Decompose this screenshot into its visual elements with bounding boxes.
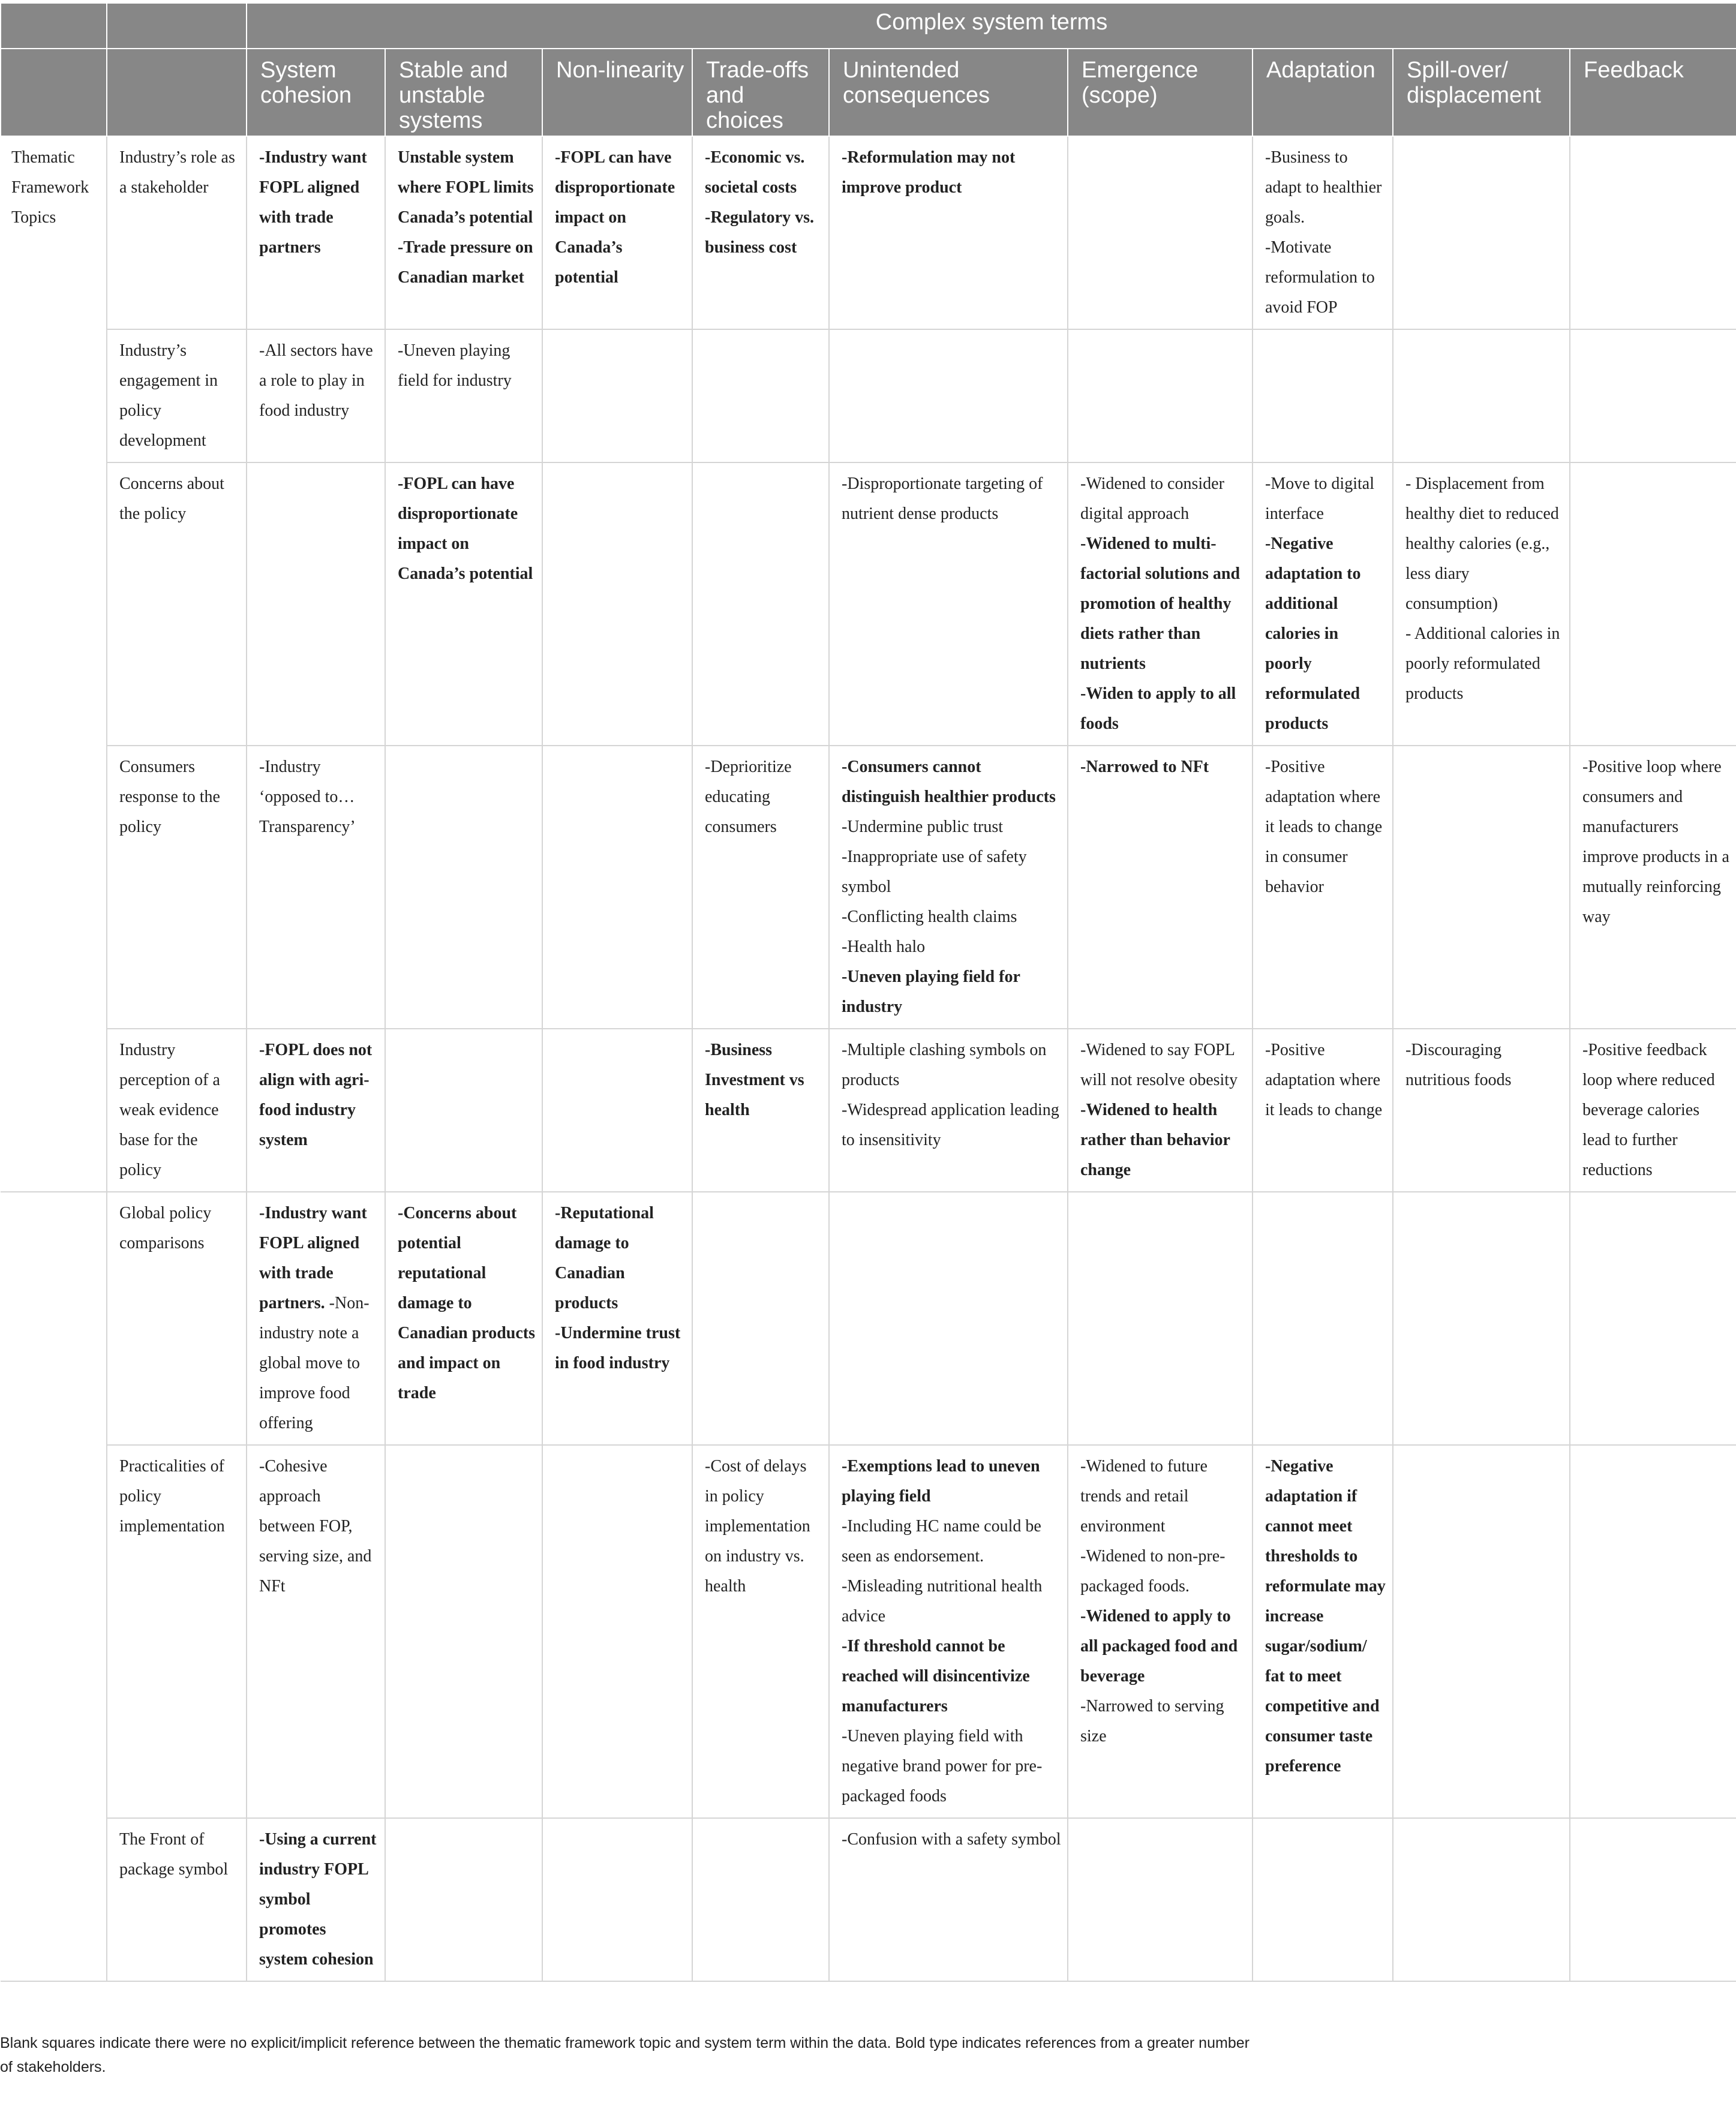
cell-entry [705,1452,822,1602]
cell-entry-text: -Uneven playing field for industry [842,968,1020,1016]
table-cell [692,746,829,1029]
table-cell [1253,1192,1393,1445]
table-cell [385,1818,542,1981]
table-cell [247,1818,385,1981]
cell-entry-text: -FOPL can have disproportionate impact on Canada’s potential [555,148,675,287]
cell-entry-text: -All sectors have a role to play in food industry [259,341,373,420]
table-cell [1570,136,1736,329]
column-header: Adaptation [1253,49,1393,136]
topic-cell: Industry’s engagement in policy development [107,329,247,462]
cell-entry [1265,233,1386,323]
cell-entry [1405,619,1563,709]
cell-entry [1582,1035,1731,1185]
table-cell [829,746,1068,1029]
table-body [1,136,1736,1981]
table-cell [1570,746,1736,1029]
cell-entry-text: -Reputational damage to Canadian products [555,1204,654,1312]
table-cell [542,1445,692,1818]
table-cell [692,136,829,329]
cell-entry-text: -Inappropriate use of safety symbol [842,848,1027,896]
table-cell [385,746,542,1029]
cell-entry [842,1035,1061,1095]
table-cell [542,1818,692,1981]
cell-entry [842,1452,1061,1512]
table-cell [247,746,385,1029]
table-cell [542,136,692,329]
table-cell [1068,1445,1253,1818]
cell-entry-text: -Regulatory vs. business cost [705,208,814,257]
table-cell [1253,136,1393,329]
cell-entry-text: -Narrowed to NFt [1080,758,1209,776]
cell-entry-text: -Narrowed to serving size [1080,1697,1224,1746]
table-cell [692,1192,829,1445]
table-cell [542,462,692,746]
table-cell [829,136,1068,329]
cell-entry [842,932,1061,962]
cell-entry-text: -Widespread application leading to insensitivity [842,1101,1059,1149]
cell-entry-text: -Industry want FOPL aligned with trade partners. [259,1204,367,1312]
table-cell [1068,329,1253,462]
cell-entry-text: -Widened to multi-factorial solutions and promotion of healthy diets rather than nutrients [1080,534,1241,673]
table-cell [692,329,829,462]
table-cell [542,329,692,462]
cell-entry [842,1722,1061,1811]
cell-entry [555,143,686,293]
table-cell [692,1818,829,1981]
table-cell [247,1029,385,1192]
cell-entry-text: -Positive adaptation where it leads to change [1265,1041,1383,1119]
table-cell [829,1029,1068,1192]
cell-entry-text: -Cohesive approach between FOP, serving size, and NFt [259,1457,372,1596]
table-cell [829,1192,1068,1445]
cell-entry [705,1035,822,1125]
cell-entry [398,469,536,589]
table-cell [1253,1818,1393,1981]
cell-entry-text: -Industry want FOPL aligned with trade partners [259,148,367,257]
table-row [1,746,1736,1029]
cell-entry-text: - Additional calories in poorly reformulated products [1405,624,1560,703]
column-header: System cohesion [247,49,385,136]
cell-entry [842,812,1061,842]
cell-entry [705,143,822,203]
cell-entry [842,143,1061,203]
cell-entry [1265,752,1386,902]
cell-entry [1080,1035,1246,1095]
cell-entry [1080,469,1246,529]
table-cell [1068,462,1253,746]
column-header: Spill-over/ displacement [1393,49,1570,136]
cell-entry [259,752,379,842]
cell-entry-text: -Widened to consider digital approach [1080,474,1224,523]
topic-cell: Consumers response to the policy [107,746,247,1029]
cell-entry-text: -Confusion with a safety symbol [842,1830,1061,1849]
cell-entry [705,752,822,842]
cell-entry [555,1318,686,1378]
table-cell [247,462,385,746]
table-cell [385,1445,542,1818]
table-cell [829,1818,1068,1981]
table-cell [1253,746,1393,1029]
topic-cell: Global policy comparisons [107,1192,247,1445]
cell-entry-text: -Negative adaptation if cannot meet thresholds to reformulate may increase sugar/sodium/ fat to meet competitive and consumer taste preference [1265,1457,1386,1775]
cell-entry-text: -Disproportionate targeting of nutrient dense products [842,474,1043,523]
table-cell [247,1192,385,1445]
cell-entry [259,336,379,426]
table-cell [1253,462,1393,746]
cell-entry-text: -FOPL can have disproportionate impact on Canada’s potential [398,474,533,583]
cell-entry-text: -Cost of delays in policy implementation on industry vs. health [705,1457,810,1596]
table-cell [1068,1192,1253,1445]
cell-entry [1265,469,1386,529]
table-row [1,462,1736,746]
cell-entry [1080,679,1246,739]
table-cell [1570,1818,1736,1981]
cell-entry-continuation: -Non-industry note a global move to improve food offering [259,1294,370,1432]
cell-entry-text: - Displacement from healthy diet to reduced healthy calories (e.g., less diary consumption) [1405,474,1559,613]
cell-entry-text: -Positive loop where consumers and manufacturers improve products in a mutually reinforcing way [1582,758,1729,926]
table-cell [1393,136,1570,329]
cell-entry [1080,752,1246,782]
table-cell [1393,329,1570,462]
cell-entry [259,1452,379,1602]
table-cell [829,329,1068,462]
cell-entry-text: -Exemptions lead to uneven playing field [842,1457,1040,1506]
table-row [1,1192,1736,1445]
table-cell [1393,462,1570,746]
topic-cell: The Front of package symbol [107,1818,247,1981]
cell-entry-text: -Widened to health rather than behavior change [1080,1101,1230,1179]
cell-entry [1080,529,1246,679]
table-row [1,1029,1736,1192]
table-cell [385,1029,542,1192]
cell-entry-text: -Motivate reformulation to avoid FOP [1265,238,1375,317]
table-cell [1570,1445,1736,1818]
table-cell [1570,462,1736,746]
cell-entry [1080,1602,1246,1692]
cell-entry-text: -Reformulation may not improve product [842,148,1016,197]
column-header: Trade-offs and choices [692,49,829,136]
cell-entry-text: -Using a current industry FOPL symbol promotes system cohesion [259,1830,377,1969]
table-cell [1393,1818,1570,1981]
table-row [1,1445,1736,1818]
cell-entry [705,203,822,263]
table-cell [385,136,542,329]
table-cell [247,136,385,329]
cell-entry-text: -Widened to say FOPL will not resolve obesity [1080,1041,1238,1089]
table-cell [247,1445,385,1818]
cell-entry-text: -Concerns about potential reputational damage to Canadian products and impact on trade [398,1204,536,1402]
table-cell [829,462,1068,746]
systems-table [0,2,1736,1982]
table-cell [1393,1192,1570,1445]
table-row [1,329,1736,462]
cell-entry [398,1198,536,1408]
cell-entry [1265,529,1386,739]
table-cell [385,462,542,746]
cell-entry-text: -Widened to future trends and retail environment [1080,1457,1208,1536]
table-cell [1570,329,1736,462]
cell-entry [842,752,1061,812]
cell-entry [1265,1452,1386,1781]
table-cell [1393,1029,1570,1192]
cell-entry-text: -Uneven playing field for industry [398,341,512,390]
cell-entry [842,902,1061,932]
cell-entry-text: -Conflicting health claims [842,908,1017,926]
table-cell [1253,329,1393,462]
column-header: Feedback [1570,49,1736,136]
table-cell [1068,1029,1253,1192]
table-cell [1570,1192,1736,1445]
cell-entry [1265,143,1386,233]
cell-entry [1405,469,1563,619]
cell-entry-text: -Health halo [842,938,926,956]
blank-header-4 [107,49,247,136]
blank-header-3 [1,49,107,136]
table-row [1,1818,1736,1981]
cell-entry [398,336,536,396]
cell-entry-text: -Business to adapt to healthier goals. [1265,148,1382,227]
cell-entry [1080,1452,1246,1542]
cell-entry [842,1512,1061,1572]
cell-entry-text: -Multiple clashing symbols on products [842,1041,1047,1089]
table-cell [385,329,542,462]
table-cell [1253,1029,1393,1192]
topic-cell: Practicalities of policy implementation [107,1445,247,1818]
table-cell [1068,136,1253,329]
cell-entry-text: -Discouraging nutritious foods [1405,1041,1512,1089]
cell-entry-text: -Move to digital interface [1265,474,1374,523]
cell-entry [259,1035,379,1155]
table-cell [1253,1445,1393,1818]
cell-entry [259,143,379,263]
cell-entry-text: -Undermine trust in food industry [555,1324,681,1372]
table-cell [1570,1029,1736,1192]
cell-entry-text: -Business Investment vs health [705,1041,804,1119]
table-cell [542,746,692,1029]
cell-entry [842,1572,1061,1632]
cell-entry-text: -Uneven playing field with negative brand power for pre-packaged foods [842,1727,1043,1805]
cell-entry-text: -Economic vs. societal costs [705,148,805,197]
table-row [1,136,1736,329]
table-cell [692,462,829,746]
cell-entry [1080,1542,1246,1602]
table-cell [385,1192,542,1445]
cell-entry [842,1632,1061,1722]
super-header-row [1,3,1736,49]
cell-entry [398,143,536,293]
cell-entry [842,469,1061,529]
cell-entry [1582,752,1731,932]
table-footnote: Blank squares indicate there were no explicit/implicit reference between the thematic framework topic and system term within the data. Bold type indicates references from a greater number of stakeholders. [0,2035,1250,2075]
cell-entry-text: -Widened to non-pre-packaged foods. [1080,1547,1226,1596]
cell-entry-text: -Widen to apply to all foods [1080,684,1236,733]
cell-entry [842,962,1061,1022]
table-cell [1068,746,1253,1029]
column-header-row [1,49,1736,136]
cell-entry [259,1825,379,1975]
table-cell [1393,746,1570,1029]
table-cell [1393,1445,1570,1818]
complex-system-terms-header: Complex system terms [247,3,1736,49]
column-header: Unintended consequences [829,49,1068,136]
group-label: Thematic Framework Topics [1,136,107,1192]
table-cell [542,1192,692,1445]
cell-entry-text: -Deprioritize educating consumers [705,758,792,836]
column-header: Stable and unstable systems [385,49,542,136]
cell-entry-text: -Negative adaptation to additional calories in poorly reformulated products [1265,534,1361,733]
table-cell [1068,1818,1253,1981]
cell-entry [1265,1035,1386,1125]
column-header: Non-linearity [542,49,692,136]
cell-entry [1080,1692,1246,1752]
cell-entry-text: Unstable system where FOPL limits Canada’s potential -Trade pressure on Canadian market [398,148,534,287]
table-cell [247,329,385,462]
column-header: Emergence (scope) [1068,49,1253,136]
blank-header-1 [1,3,107,49]
topic-cell: Industry’s role as a stakeholder [107,136,247,329]
cell-entry-text: -Positive adaptation where it leads to change in consumer behavior [1265,758,1383,896]
cell-entry-text: -Widened to apply to all packaged food and beverage [1080,1607,1238,1686]
cell-entry [1405,1035,1563,1095]
group-label-empty [1,1192,107,1981]
cell-entry [259,1198,379,1438]
table-cell [692,1029,829,1192]
cell-entry-text: -Consumers cannot distinguish healthier products [842,758,1056,806]
cell-entry-text: -Undermine public trust [842,818,1004,836]
cell-entry-text: -If threshold cannot be reached will disincentivize manufacturers [842,1637,1030,1716]
cell-entry-text: -Positive feedback loop where reduced beverage calories lead to further reductions [1582,1041,1715,1179]
table-cell [542,1029,692,1192]
cell-entry-text: -Misleading nutritional health advice [842,1577,1043,1626]
cell-entry [842,1095,1061,1155]
cell-entry-text: -Industry ‘opposed to… Transparency’ [259,758,356,836]
cell-entry [1080,1095,1246,1185]
blank-header-2 [107,3,247,49]
cell-entry-text: -FOPL does not align with agri-food industry system [259,1041,373,1149]
cell-entry [842,842,1061,902]
table-cell [829,1445,1068,1818]
table-cell [692,1445,829,1818]
topic-cell: Concerns about the policy [107,462,247,746]
cell-entry [842,1825,1061,1855]
cell-entry [555,1198,686,1318]
cell-entry-text: -Including HC name could be seen as endorsement. [842,1517,1041,1566]
topic-cell: Industry perception of a weak evidence base for the policy [107,1029,247,1192]
